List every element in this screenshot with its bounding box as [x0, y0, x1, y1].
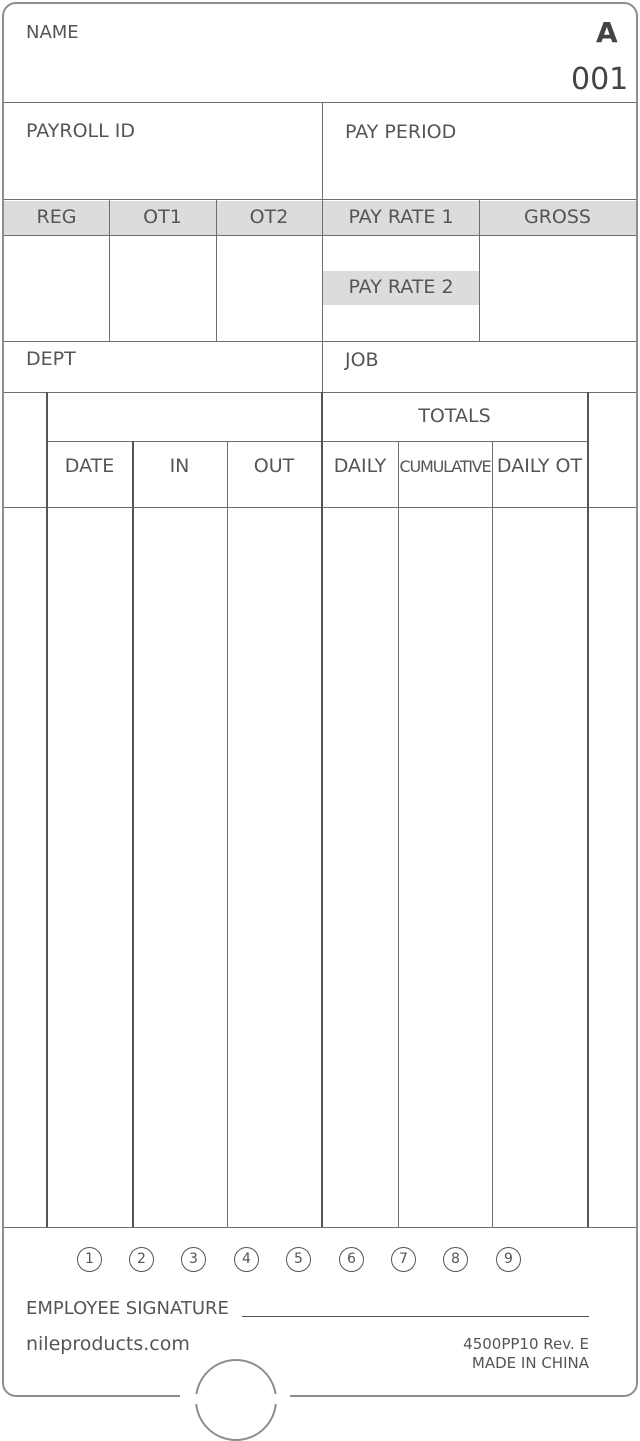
- payroll-id-label: PAYROLL ID: [26, 120, 135, 142]
- ot1-label: OT1: [143, 206, 182, 228]
- card-code-letter: A: [596, 16, 618, 49]
- grid-divider-daily-cumulative: [398, 441, 399, 1227]
- card-number: 001: [571, 62, 629, 97]
- rule-below-dept: [4, 392, 636, 393]
- marker-6: 6: [339, 1247, 364, 1272]
- pay-period-label: PAY PERIOD: [345, 121, 457, 143]
- marker-4: 4: [234, 1247, 259, 1272]
- marker-8: 8: [443, 1247, 468, 1272]
- marker-1: 1: [77, 1247, 102, 1272]
- ot2-label: OT2: [249, 206, 289, 228]
- grid-divider-out-daily: [321, 392, 323, 1227]
- column-daily: DAILY: [333, 455, 387, 477]
- rule-above-dept: [4, 341, 636, 342]
- rule-below-wage-header: [4, 235, 636, 236]
- divider-dept-job: [322, 341, 323, 392]
- totals-header: TOTALS: [418, 405, 491, 427]
- grid-divider-date-in: [132, 441, 134, 1227]
- grid-right-border: [587, 392, 589, 1227]
- signature-line: [242, 1316, 589, 1317]
- marker-2: 2: [129, 1247, 154, 1272]
- website-text: nileproducts.com: [26, 1333, 190, 1355]
- marker-3: 3: [181, 1247, 206, 1272]
- grid-divider-cumulative-dailyot: [492, 441, 493, 1227]
- job-label: JOB: [345, 349, 379, 371]
- made-in-label: MADE IN CHINA: [471, 1354, 589, 1372]
- column-cumulative: CUMULATIVE: [399, 457, 491, 476]
- column-in: IN: [169, 455, 190, 477]
- column-date: DATE: [64, 455, 115, 477]
- marker-9: 9: [496, 1247, 521, 1272]
- employee-signature-label: EMPLOYEE SIGNATURE: [26, 1298, 229, 1319]
- dept-label: DEPT: [26, 348, 76, 370]
- form-code: 4500PP10 Rev. E: [463, 1335, 589, 1353]
- rule-grid-bottom: [4, 1227, 636, 1228]
- rule-below-name: [4, 102, 636, 103]
- marker-5: 5: [286, 1247, 311, 1272]
- rule-below-payroll: [4, 199, 636, 200]
- column-daily-ot: DAILY OT: [496, 455, 583, 477]
- rule-below-columns: [4, 507, 636, 508]
- divider-payroll-payperiod: [322, 102, 323, 199]
- column-out: OUT: [253, 455, 295, 477]
- grid-left-border: [46, 392, 48, 1227]
- name-label: NAME: [26, 22, 79, 43]
- gross-label: GROSS: [523, 206, 591, 228]
- pay-rate-2-label: PAY RATE 2: [348, 276, 454, 298]
- grid-divider-in-out: [227, 441, 228, 1227]
- rule-below-totals: [48, 441, 588, 442]
- pay-rate-1-label: PAY RATE 1: [348, 206, 454, 228]
- reg-label: REG: [36, 206, 77, 228]
- marker-7: 7: [391, 1247, 416, 1272]
